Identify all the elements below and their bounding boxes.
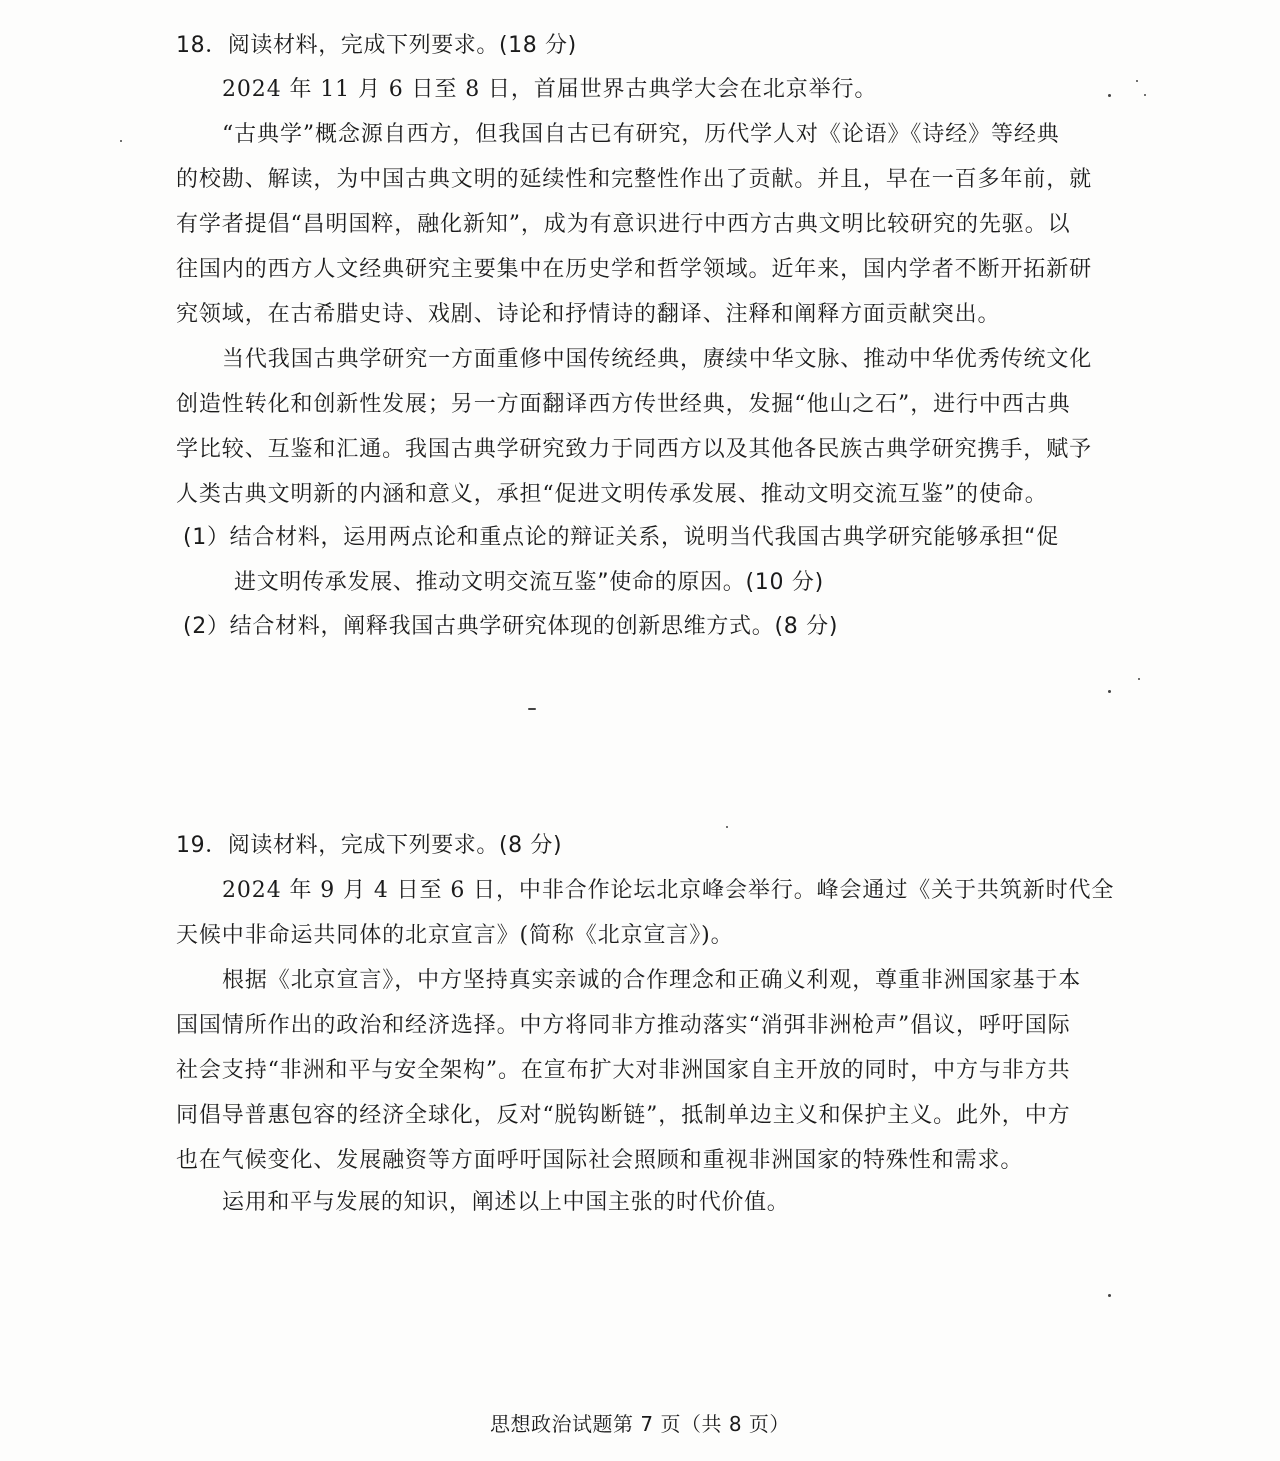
q19-task: 运用和平与发展的知识，阐述以上中国主张的时代价值。 bbox=[222, 1190, 790, 1215]
q19-heading: 19．阅读材料，完成下列要求。(8 分) bbox=[176, 833, 563, 858]
q19-paragraph-2-line: 国国情所作出的政治和经济选择。中方将同非方推动落实“消弭非洲枪声”倡议，呼吁国际 bbox=[176, 1013, 1071, 1038]
page-footer: 思想政治试题第 7 页（共 8 页） bbox=[490, 1412, 790, 1436]
scan-speck bbox=[120, 140, 122, 142]
q19-paragraph-1-line: 2024 年 9 月 4 日至 6 日，中非合作论坛北京峰会举行。峰会通过《关于共筑新时代全 bbox=[222, 878, 1115, 903]
q18-paragraph-2-line: “古典学”概念源自西方，但我国自古已有研究，历代学人对《论语》《诗经》等经典 bbox=[222, 122, 1060, 147]
scan-speck bbox=[1138, 678, 1140, 680]
q18-subquestion-2: (2）结合材料，阐释我国古典学研究体现的创新思维方式。(8 分) bbox=[183, 614, 839, 639]
q19-paragraph-2-line: 同倡导普惠包容的经济全球化，反对“脱钩断链”，抵制单边主义和保护主义。此外，中方 bbox=[176, 1103, 1071, 1128]
q19-paragraph-2-line: 也在气候变化、发展融资等方面呼吁国际社会照顾和重视非洲国家的特殊性和需求。 bbox=[176, 1148, 1024, 1173]
scan-speck bbox=[1136, 80, 1138, 82]
scan-speck bbox=[528, 708, 536, 710]
scan-speck bbox=[1108, 690, 1111, 693]
q18-paragraph-3-line: 人类古典文明新的内涵和意义，承担“促进文明传承发展、推动文明交流互鉴”的使命。 bbox=[176, 482, 1048, 507]
q18-paragraph-2-line: 的校勘、解读，为中国古典文明的延续性和完整性作出了贡献。并且，早在一百多年前，就 bbox=[176, 167, 1093, 192]
q19-paragraph-2-line: 根据《北京宣言》，中方坚持真实亲诚的合作理念和正确义利观，尊重非洲国家基于本 bbox=[222, 968, 1082, 993]
q19-paragraph-1-line: 天候中非命运共同体的北京宣言》(简称《北京宣言》)。 bbox=[176, 923, 734, 948]
scan-speck bbox=[1144, 94, 1146, 96]
scan-speck bbox=[1108, 94, 1111, 97]
q18-paragraph-2-line: 有学者提倡“昌明国粹，融化新知”，成为有意识进行中西方古典文明比较研究的先驱。以 bbox=[176, 212, 1071, 237]
q18-paragraph-2-line: 往国内的西方人文经典研究主要集中在历史学和哲学领域。近年来，国内学者不断开拓新研 bbox=[176, 257, 1093, 282]
q18-paragraph-2-line: 究领域，在古希腊史诗、戏剧、诗论和抒情诗的翻译、注释和阐释方面贡献突出。 bbox=[176, 302, 1001, 327]
q19-paragraph-2-line: 社会支持“非洲和平与安全架构”。在宣布扩大对非洲国家自主开放的同时，中方与非方共 bbox=[176, 1058, 1071, 1083]
q18-paragraph-3-line: 学比较、互鉴和汇通。我国古典学研究致力于同西方以及其他各民族古典学研究携手，赋予 bbox=[176, 437, 1093, 462]
q18-subquestion-1-continued: 进文明传承发展、推动文明交流互鉴”使命的原因。(10 分) bbox=[234, 570, 824, 595]
q18-paragraph-3-line: 当代我国古典学研究一方面重修中国传统经典，赓续中华文脉、推动中华优秀传统文化 bbox=[222, 347, 1093, 372]
q18-paragraph-3-line: 创造性转化和创新性发展；另一方面翻译西方传世经典，发掘“他山之石”，进行中西古典 bbox=[176, 392, 1071, 417]
q18-subquestion-1: (1）结合材料，运用两点论和重点论的辩证关系，说明当代我国古典学研究能够承担“促 bbox=[183, 525, 1059, 550]
scan-speck bbox=[1108, 1294, 1111, 1297]
q18-paragraph-1-line: 2024 年 11 月 6 日至 8 日，首届世界古典学大会在北京举行。 bbox=[222, 77, 878, 102]
q18-heading: 18．阅读材料，完成下列要求。(18 分) bbox=[176, 33, 577, 58]
scan-speck bbox=[726, 826, 728, 828]
